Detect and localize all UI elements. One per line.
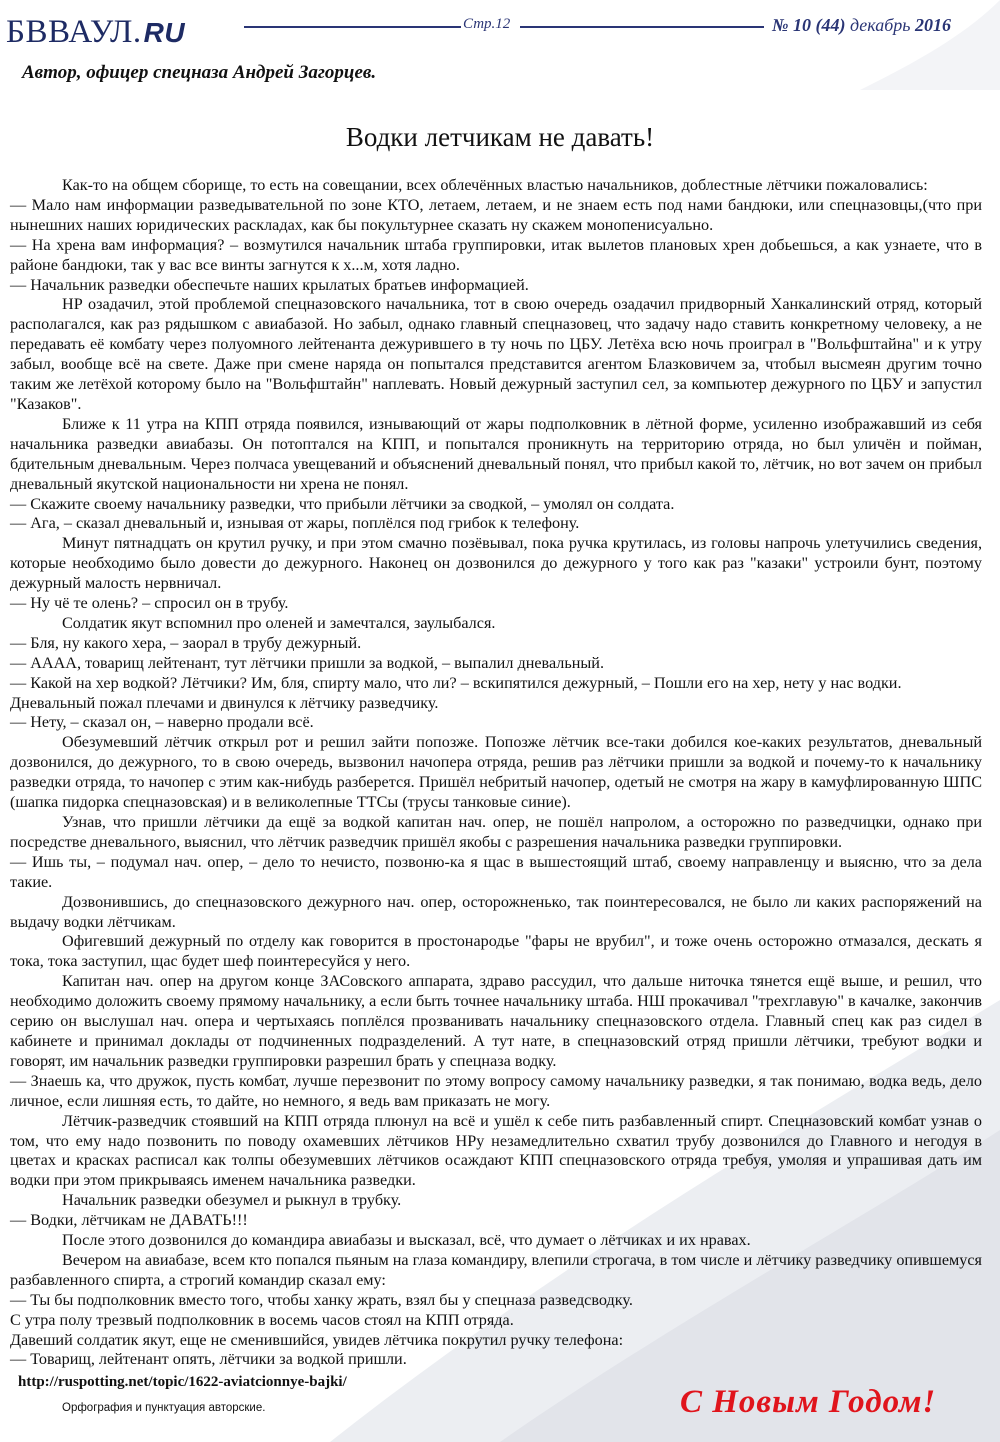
brand-main: БВВАУЛ. (6, 14, 142, 50)
article-paragraph: — АААА, товарищ лейтенант, тут лётчики пришли за водкой, – выпалил дневальный. (10, 653, 605, 672)
article-paragraph: — Бля, ну какого хера, – заорал в трубу дежурный. (10, 633, 362, 652)
article-paragraph: — На хрена вам информация? – возмутился начальник штаба группировки, итак вылетов плановых хрен добьешься, а как узнаете, что в районе бандюки, так у вас все винты загнутся к х...м, хотя ладно. (10, 235, 982, 274)
new-year-greeting: С Новым Годом! (680, 1384, 937, 1420)
article-paragraph: Минут пятнадцать он крутил ручку, и при этом смачно позёвывал, пока ручка крутилась, из головы напрочь улетучились сведения, которые необходимо было довести до дежурного. Наконец он дозвонился до дежурного у того как раз "казаки" устроили бунт, поэтому дежурный малость нервничал. (10, 534, 982, 593)
article-paragraph: Начальник разведки обезумел и рыкнул в трубку. (62, 1191, 402, 1210)
header-rule-left (244, 26, 461, 28)
spelling-note: Орфография и пунктуация авторские. (62, 1402, 266, 1414)
article-paragraph: Вечером на авиабазе, всем кто попался пьяным на глаза командиру, влепили строгача, в том числе и лётчику разведчику опившемуся разбавленного спирта, а строгий командир сказал ему: (10, 1250, 982, 1289)
article-paragraph: — Ага, – сказал дневальный и, изнывая от жары, поплёлся под грибок к телефону. (10, 514, 580, 533)
page-header (0, 0, 1000, 56)
article-paragraph: — Ну чё те олень? – спросил он в трубу. (10, 594, 289, 613)
article-paragraph: — Ты бы подполковник вместо того, чтобы ханку жрать, взял бы у спецназа разведсводку. (10, 1290, 633, 1309)
article-paragraph: Как-то на общем сборище, то есть на совещании, всех облечённых властью начальников, доблестные лётчики пожаловались: (62, 176, 928, 194)
article-paragraph: С утра полу трезвый подполковник в восемь часов стоял на КПП отряда. (10, 1310, 514, 1329)
article-author: Автор, офицер спецназа Андрей Загорцев. (22, 62, 377, 83)
article-paragraph: Капитан нач. опер на другом конце ЗАСовского аппарата, здраво рассудил, что дальше ниточка тянется ещё выше, и решил, что необходимо доложить своему прямому начальнику, а если быть точнее начальнику штаба. НШ прокачивал "трехглавую" в качалке, закончив серию он выслушал нач. опера и чертыхаясь поплёлся прозванивать начальнику спецназовского отдела. Главный спец как раз сидел в кабинете и принимал доклады от подчиненных подразделений. А тут нате, в спецназовский отряд пришли лётчики, требуют водки и говорят, им начальник разведки группировки разрешил брать у спецназа водку. (10, 972, 982, 1070)
article-paragraph: Ближе к 11 утра на КПП отряда появился, изнывающий от жары подполковник в лётной форме, усиленно изображавший из себя начальника разведки авиабазы. Он потоптался на КПП, и попытался проникнуть на территорию отряда, но был уличён и пойман, бдительным дневальным. Через полчаса увещеваний и объяснений дневальный понял, что прибыл какой то, лётчик, но вот зачем он прибыл дневальный якутской национальности ни хрена не понял. (10, 414, 982, 493)
article-paragraph: — Нету, – сказал он, – наверно продали всё. (10, 713, 314, 732)
article-paragraph: Дозвонившись, до спецназовского дежурного нач. опер, осторожненько, так поинтересовался, не было ли каких распоряжений на выдачу водки лётчикам. (10, 892, 982, 931)
article-paragraph: Узнав, что пришли лётчики да ещё за водкой капитан нач. опер, не пошёл напролом, а осторожно по разведчицки, однако при посредстве дневального, выяснил, что лётчик разведчик пришёл якобы с разрешения начальника разведки группировки. (10, 813, 982, 851)
article-paragraph: Давеший солдатик якут, еще не сменившийся, увидев лётчика покрутил ручку телефона: (10, 1330, 624, 1349)
article-paragraph: — Водки, лётчикам не ДАВАТЬ!!! (10, 1211, 248, 1230)
issue-info (772, 15, 951, 36)
article-paragraph: — Мало нам информации разведывательной по зоне КТО, летаем, летаем, и не знаем есть под нами бандюки, или спецназовцы,(что при нынешних наших юридических раскладах, как бы покультурнее сказать ну скажем монопенисуально. (10, 195, 982, 234)
header-rule-right (520, 26, 764, 28)
source-link[interactable]: http://ruspotting.net/topic/1622-aviatcionnye-bajki/ (18, 1374, 347, 1390)
brand-ru: RU (143, 17, 186, 48)
article-paragraph: НР озадачил, этой проблемой спецназовского начальника, тот в свою очередь озадачил придворный Ханкалинский отряд, который располагался, как раз рядышком с авиабазой. Но забыл, однако главный спецназовец, что задачу надо ставить конкретному человеку, а не передавать её комбату через полуомного лейтенанта дежурившего в ту ночь по ЦБУ. Летёха всю ночь проиграл в "Вольфштайна" и к утру забыл, вообще всё на свете. Даже при смене наряда он попытался представится агентом Блазковичем за, чтобыл высмеян другим точно таким же летёхой которому было на "Вольфштайн" наплевать. Новый дежурный заступил сел, за компьютер дежурного по ЦБУ и запустил "Казаков". (10, 295, 982, 413)
article-paragraph: Дневальный пожал плечами и двинулся к лётчику разведчику. (10, 693, 439, 712)
article-paragraph: — Начальник разведки обеспечьте наших крылатых братьев информацией. (10, 275, 529, 294)
article-paragraph: — Скажите своему начальнику разведки, что прибыли лётчики за сводкой, – умолял он солдата. (10, 494, 675, 513)
article-paragraph: Обезумевший лётчик открыл рот и решил зайти попозже. Попозже лётчик все-таки добился кое-каких результатов, дневальный дозвонился, до дежурного, то в свою очередь, вызвонил начопера отряда, решив раз лётчики пришли за водкой и почему-то к начальнику разведки отряда, то начопер с этим как-нибудь разберется. Пришёл небритый начопер, одетый не смотря на жару в камуфлированную ШПС (шапка пидорка спецназовская) и в великолепные ТТСы (трусы танковые синие). (10, 733, 982, 812)
article-paragraph: После этого дозвонился до командира авиабазы и высказал, всё, что думает о лётчиках и их нравах. (62, 1231, 751, 1250)
article-title: Водки летчикам не давать! (345, 122, 655, 152)
article-paragraph: — Ишь ты, – подумал нач. опер, – дело то нечисто, позвоню-ка я щас в вышестоящий штаб, своему направленцу и выясню, что за дела такие. (10, 852, 982, 891)
article-paragraph: Офигевший дежурный по отделу как говорится в простонародье "фары не врубил", и тоже очень осторожно отмазался, дескать я тока, тока заступил, щас будет шеф поинтересуйся у него. (10, 932, 982, 971)
issue-year: 2016 (915, 15, 951, 35)
issue-number: № 10 (44) (772, 15, 846, 35)
article-body (10, 176, 982, 1370)
article-paragraph: — Знаешь ка, что дружок, пусть комбат, лучше перезвонит по этому вопросу самому начальнику разведки, я так понимаю, водка ведь, дело личное, если лишняя есть, то дайте, но немного, я ведь вам приказать не могу. (10, 1071, 982, 1110)
issue-month: декабрь (849, 15, 911, 35)
article-paragraph: Солдатик якут вспомнил про оленей и замечтался, заулыбался. (62, 613, 496, 632)
brand-logo (6, 14, 185, 51)
article-paragraph: Лётчик-разведчик стоявший на КПП отряда плюнул на всё и ушёл к себе пить разбавленный спирт. Спецназовский комбат узнав о том, что ему надо позвонить по поводу охамевших лётчиков НРу незамедлительно схватил трубу дозвонился до Главного и негодуя в цветах и красках расписал как толпы обезумевших лётчиков осаждают КПП спецназовского отряда требуя, умоляя и упрашивая дать им водки при этом прикрываясь именем начальника разведки. (10, 1111, 982, 1190)
article-paragraph: — Какой на хер водкой? Лётчики? Им, бля, спирту мало, что ли? – вскипятился дежурный, – Пошли его на хер, нету у нас водки. (10, 673, 902, 692)
page-number: Стр.12 (463, 16, 511, 32)
article-paragraph: — Товарищ, лейтенант опять, лётчики за водкой пришли. (10, 1350, 407, 1369)
